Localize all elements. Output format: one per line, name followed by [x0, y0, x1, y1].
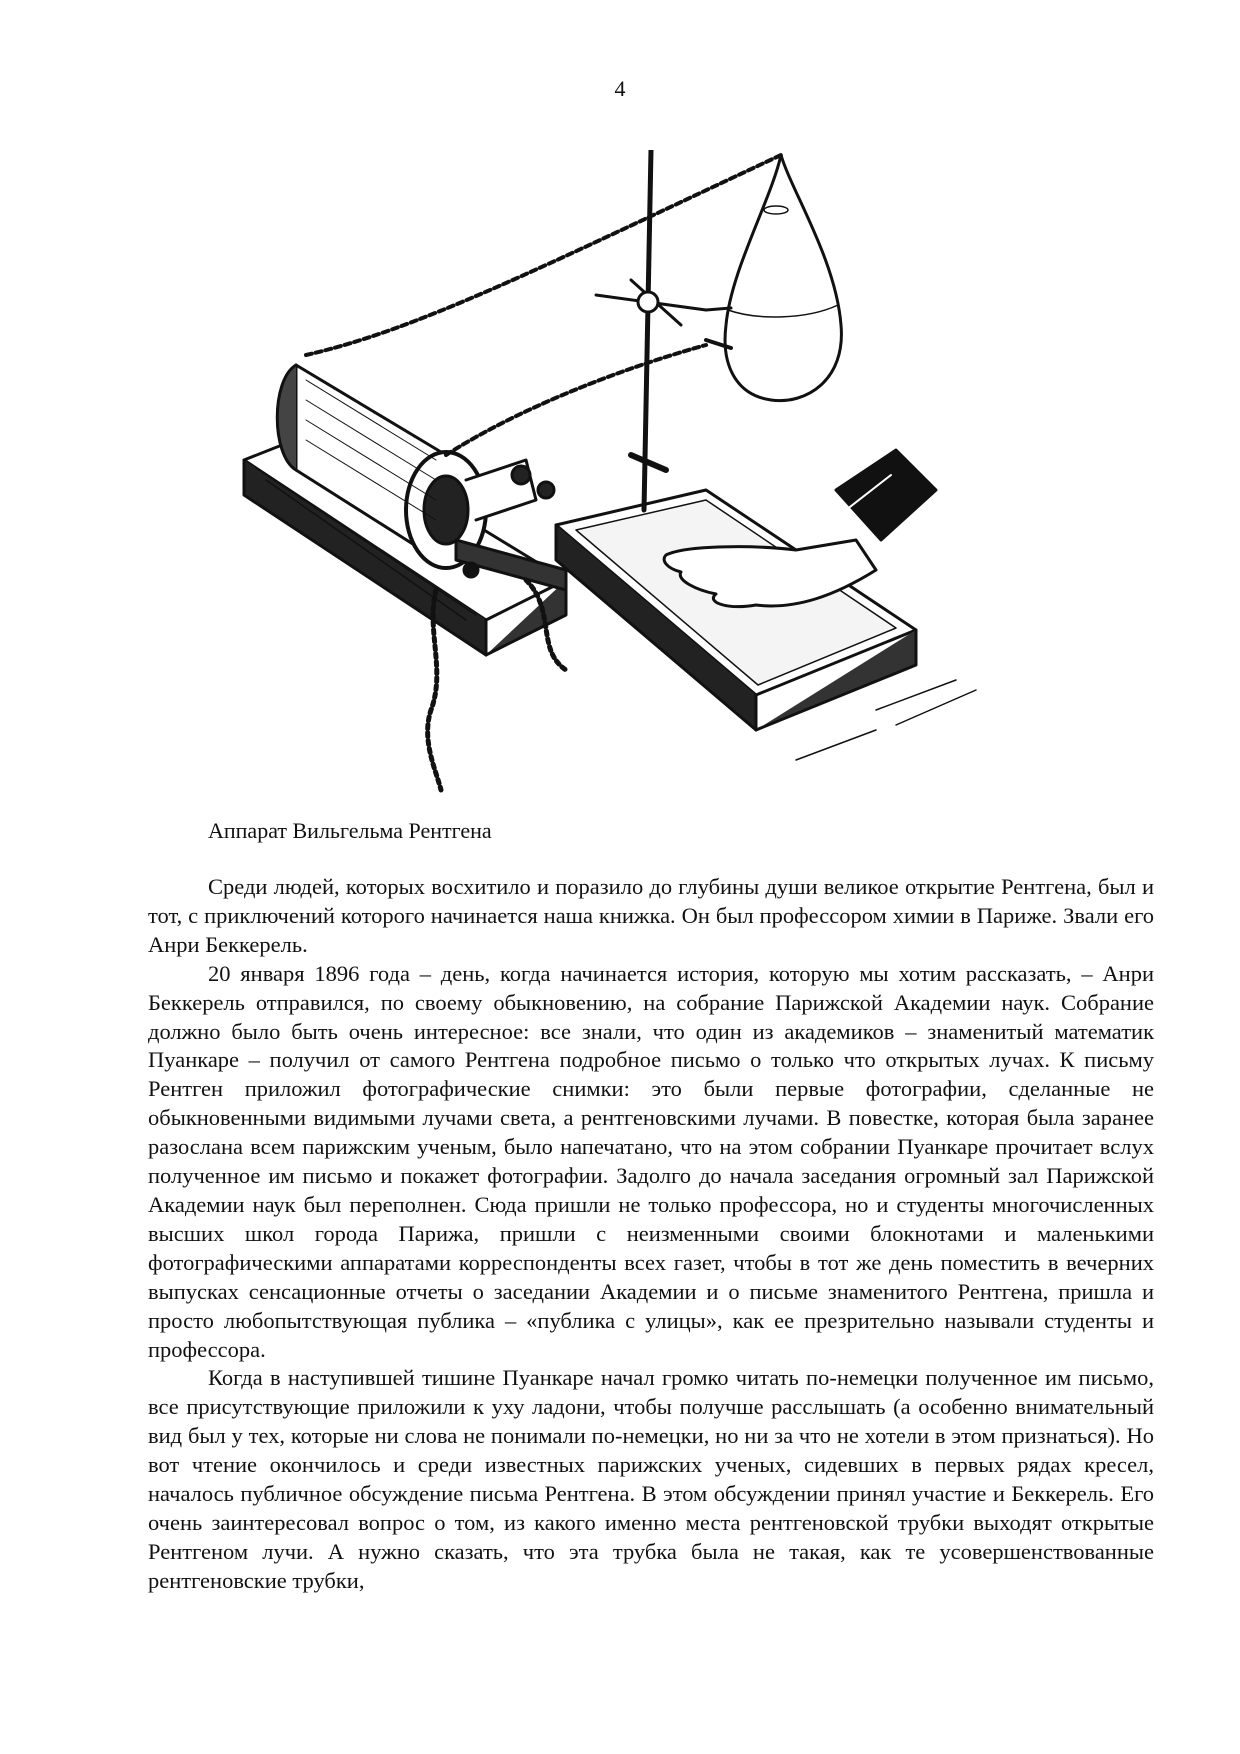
paragraph: Когда в наступившей тишине Пуанкаре начал громко читать по-немецки полученное им письмо, все присутствующие приложили к уху ладони, чтобы получше расслышать (а особенно внимательный вид был у тех, которые ни слова не понимали по-немецки, но ни за что не хотели в этом признаться). Но вот чтение окончилось и среди известных парижских ученых, сидевших в первых рядах кресел, началось публичное обсуждение письма Рентгена. В этом обсуждении принял участие и Беккерель. Его очень заинтересовал вопрос о том, из какого именно места рентгеновской трубки выходят открытые Рентгеном лучи. А нужно сказать, что эта трубка была не такая, как те усовершенствованные рентгеновские трубки,	[148, 1365, 1154, 1593]
figure-caption: Аппарат Вильгельма Рентгена	[208, 818, 492, 843]
retort-stand	[596, 150, 706, 510]
roentgen-apparatus-illustration	[236, 150, 1096, 810]
body-text	[148, 873, 1154, 1596]
crookes-tube	[706, 155, 841, 401]
photo-plate-box	[556, 490, 916, 730]
page-number: 4	[614, 76, 626, 101]
paragraph: 20 января 1896 года – день, когда начинается история, которую мы хотим рассказать, – Анри Беккерель отправился, по своему обыкновению, на собрание Парижской Академии наук. Собрание должно было быть очень интересное: все знали, что один из академиков – знаменитый математик Пуанкаре – получил от самого Рентгена подробное письмо о только что открытых лучах. К письму Рентген приложил фотографические снимки: это были первые фотографии, сделанные не обыкновенными видимыми лучами света, а рентгеновскими лучами. В повестке, которая была заранее разослана всем парижским ученым, было напечатано, что на этом собрании Пуанкаре прочитает вслух полученное им письмо и покажет фотографии. Задолго до начала заседания огромный зал Парижской Академии наук был переполнен. Сюда пришли не только профессора, но и студенты многочисленных высших школ города Парижа, пришли с неизменными своими блокнотами и маленькими фотографическими аппаратами корреспонденты всех газет, чтобы в тот же день поместить в вечерних выпусках сенсационные отчеты о заседании Академии и о письме знаменитого Рентгена, пришла и просто любопытствующая публика – «публика с улицы», как ее презрительно называли студенты и профессора.	[148, 960, 1154, 1362]
paragraph: Среди людей, которых восхитило и поразило до глубины души великое открытие Рентгена, был и тот, с приключений которого начинается наша книжка. Он был профессором химии в Париже. Звали его Анри Беккерель.	[148, 874, 1154, 957]
